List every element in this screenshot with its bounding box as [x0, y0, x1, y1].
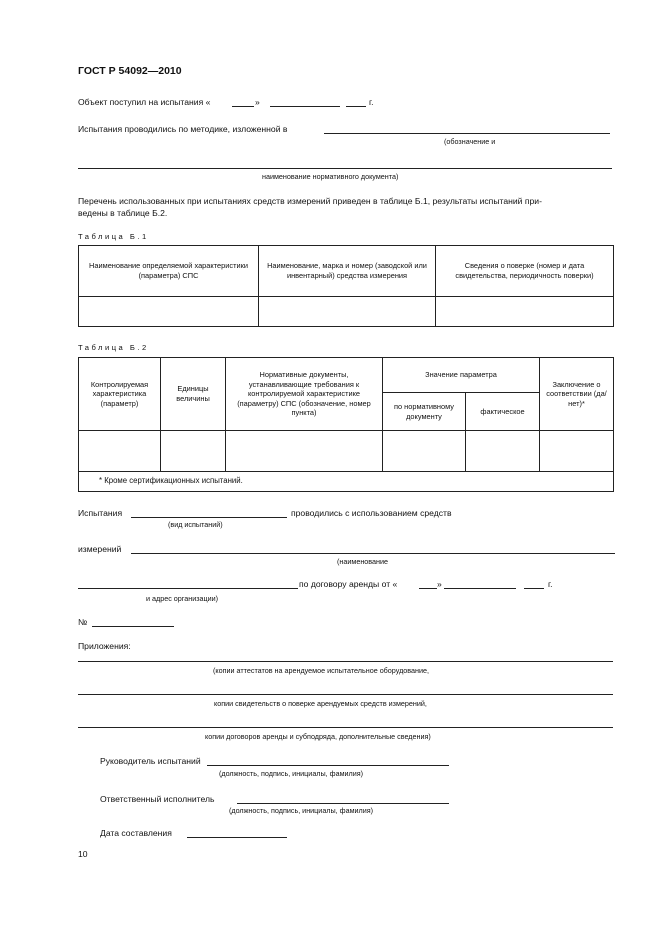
attachment-hint-1: (копии аттестатов на арендуемое испытательное оборудование,	[213, 666, 429, 675]
attachment-hint-3: копии договоров аренды и субподряда, дополнительные сведения)	[205, 732, 431, 741]
received-mid: »	[255, 97, 260, 107]
method-field[interactable]	[324, 133, 610, 134]
table1-cell[interactable]	[259, 297, 436, 327]
method-hint: (обозначение и	[444, 137, 496, 146]
number-field[interactable]	[92, 626, 174, 627]
measure-field[interactable]	[131, 553, 615, 554]
received-prefix: Объект поступил на испытания «	[78, 97, 211, 107]
table2-header-param: Контролируемая характеристика (параметр)	[79, 358, 161, 431]
tests-middle: проводились с использованием средств	[291, 508, 452, 518]
page-number: 10	[78, 849, 88, 859]
table2-cell[interactable]	[79, 431, 161, 472]
attachments-label: Приложения:	[78, 641, 131, 651]
received-day-field[interactable]	[232, 106, 254, 107]
attachment-field-2[interactable]	[78, 694, 613, 695]
table2-header-value-fact: фактическое	[466, 393, 540, 431]
date-field[interactable]	[187, 837, 287, 838]
number-label: №	[78, 617, 88, 627]
tests-label: Испытания	[78, 508, 123, 518]
list-text-2: ведены в таблице Б.2.	[78, 208, 168, 218]
table2-footnote: * Кроме сертификационных испытаний.	[79, 472, 614, 492]
table2-caption: Таблица Б.2	[78, 343, 149, 352]
lease-mid: »	[437, 579, 442, 589]
doc-field[interactable]	[78, 168, 612, 169]
received-month-field[interactable]	[270, 106, 340, 107]
head-signature-field[interactable]	[207, 765, 449, 766]
table2-header-value: Значение параметра	[383, 358, 540, 393]
measure-label: измерений	[78, 544, 122, 554]
org-field[interactable]	[78, 588, 298, 589]
table2-header-conclusion: Заключение о соответствии (да/нет)*	[540, 358, 614, 431]
table2-cell[interactable]	[540, 431, 614, 472]
test-type-field[interactable]	[131, 517, 287, 518]
exec-hint: (должность, подпись, инициалы, фамилия)	[229, 806, 374, 815]
table1-header-instrument: Наименование, марка и номер (заводской или инвентарный) средства измерения	[259, 246, 436, 297]
table2-header-units: Единицы величины	[161, 358, 226, 431]
table1-header-characteristic: Наименование определяемой характеристики (параметра) СПС	[79, 246, 259, 297]
received-suffix: г.	[369, 97, 374, 107]
table2-cell[interactable]	[466, 431, 540, 472]
table1-cell[interactable]	[79, 297, 259, 327]
table2-cell[interactable]	[161, 431, 226, 472]
lease-month-field[interactable]	[444, 588, 516, 589]
table2-cell[interactable]	[226, 431, 383, 472]
org-hint: и адрес организации)	[146, 594, 219, 603]
exec-label: Ответственный исполнитель	[100, 794, 215, 804]
table2-cell[interactable]	[383, 431, 466, 472]
head-label: Руководитель испытаний	[100, 756, 201, 766]
lease-suffix: г.	[548, 579, 553, 589]
page-title: ГОСТ Р 54092—2010	[78, 65, 182, 77]
table1-cell[interactable]	[436, 297, 614, 327]
doc-hint: наименование нормативного документа)	[262, 172, 399, 181]
exec-signature-field[interactable]	[237, 803, 449, 804]
test-type-hint: (вид испытаний)	[168, 520, 223, 529]
attachment-hint-2: копии свидетельств о поверке арендуемых средств измерений,	[214, 699, 427, 708]
attachment-field-3[interactable]	[78, 727, 613, 728]
method-label: Испытания проводились по методике, изложенной в	[78, 124, 288, 134]
head-hint: (должность, подпись, инициалы, фамилия)	[219, 769, 364, 778]
attachment-field-1[interactable]	[78, 661, 613, 662]
table1	[78, 245, 614, 327]
lease-day-field[interactable]	[419, 588, 437, 589]
table2-header-docs: Нормативные документы, устанавливающие требования к контролируемой характеристике (параметру) СПС (обозначение, номер пункта)	[226, 358, 383, 431]
lease-year-field[interactable]	[524, 588, 544, 589]
table2-header-value-norm: по нормативному документу	[383, 393, 466, 431]
table2	[78, 357, 614, 492]
lease-label: по договору аренды от «	[299, 579, 398, 589]
received-year-field[interactable]	[346, 106, 366, 107]
list-text-1: Перечень использованных при испытаниях средств измерений приведен в таблице Б.1, результаты испытаний при-	[78, 196, 542, 206]
table1-caption: Таблица Б.1	[78, 232, 149, 241]
name-hint: (наименование	[337, 557, 388, 566]
date-label: Дата составления	[100, 828, 172, 838]
table1-header-verification: Сведения о поверке (номер и дата свидетельства, периодичность поверки)	[436, 246, 614, 297]
